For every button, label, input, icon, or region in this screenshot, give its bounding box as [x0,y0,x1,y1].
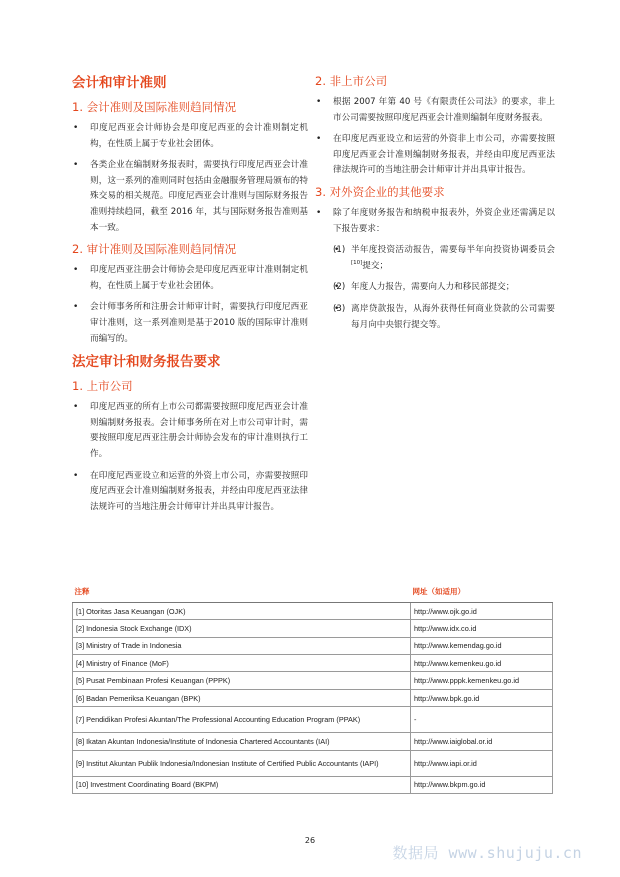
table-header-row [73,585,553,602]
note-name: [4] Ministry of Finance (MoF) [73,655,411,672]
list-item-text: 除了年度财务报告和纳税申报表外，外资企业还需满足以下报告要求： [333,207,555,234]
table-row [73,776,553,793]
note-url[interactable]: http://www.iaiglobal.or.id [411,733,553,750]
note-url[interactable]: http://www.idx.co.id [411,620,553,637]
note-name: [1] Otoritas Jasa Keuangan (OJK) [73,602,411,619]
note-name: [6] Badan Pemeriksa Keuangan (BPK) [73,689,411,706]
item-number: • (3) [333,303,346,314]
table-row [73,672,553,689]
note-name: [10] Investment Coordinating Board (BKPM) [73,776,411,793]
bullet-list [72,400,308,515]
note-url[interactable]: http://www.ojk.go.id [411,602,553,619]
note-url[interactable]: http://www.iapi.or.id [411,750,553,776]
left-column [72,74,308,521]
list-item: • 各类企业在编制财务报表时，需要执行印度尼西亚会计准则，这一系列的准则同时包括由金融服务管理局颁布的特殊交易的相关规范。印度尼西亚会计准则与国际财务报告准则持续趋同，截至 2016 年，其与国际财务报告准则基本一致。 [72,158,308,236]
column-header-url: 网址（如适用） [411,585,553,602]
list-item: • 在印度尼西亚设立和运营的外资非上市公司，亦需要按照印度尼西亚会计准则编制财务报表，并经由印度尼西亚法律法规许可的当地注册会计师审计并出具审计报告。 [315,132,555,179]
subsection-listed-companies: 1. 上市公司 [72,379,133,394]
bullet-list [315,206,555,333]
table-row [73,707,553,733]
list-item: • 根据 2007 年第 40 号《有限责任公司法》的要求，非上市公司需要按照印度尼西亚会计准则编制年度财务报表。 [315,95,555,126]
column-header-notes: 注释 [73,585,411,602]
list-item: • 印度尼西亚的所有上市公司都需要按照印度尼西亚会计准则编制财务报表。会计师事务所在对上市公司审计时，需要按照印度尼西亚注册会计师协会发布的审计准则执行工作。 [72,400,308,462]
note-name: [8] Ikatan Akuntan Indonesia/Institute of Indonesia Chartered Accountants (IAI) [73,733,411,750]
subsection-unlisted-companies: 2. 非上市公司 [315,74,388,88]
list-item: • 印度尼西亚会计师协会是印度尼西亚的会计准则制定机构，在性质上属于专业社会团体。 [72,121,308,152]
note-name: [9] Institut Akuntan Publik Indonesia/Indonesian Institute of Certified Public Accountants (IAPI) [73,750,411,776]
watermark: 数据局 www.shujuju.cn [392,844,582,862]
numbered-item [333,302,555,333]
table-row [73,733,553,750]
note-url: - [411,707,553,733]
item-number: • (1) [333,245,346,256]
subsection-accounting-standards: 1. 会计准则及国际准则趋同情况 [72,100,237,114]
subsection-foreign-enterprise-requirements: 3. 对外资企业的其他要求 [315,184,445,199]
section-title-audit-requirements: 法定审计和财务报告要求 [72,354,221,371]
table-row [73,602,553,619]
note-name: [2] Indonesia Stock Exchange (IDX) [73,620,411,637]
right-column [315,74,555,339]
item-number: • (2) [333,282,346,293]
note-url[interactable]: http://www.pppk.kemenkeu.go.id [411,672,553,689]
list-item: • 会计师事务所和注册会计师审计时，需要执行印度尼西亚审计准则，这一系列准则是基于2010 版的国际审计准则而编写的。 [72,300,308,347]
notes-table [72,585,553,794]
table-row [73,750,553,776]
table-row [73,655,553,672]
item-text: 提交； [362,260,389,271]
bullet-list [72,263,308,347]
page-number: 26 [304,836,316,845]
table-row [73,637,553,654]
table-row [73,689,553,706]
note-url[interactable]: http://www.kemenkeu.go.id [411,655,553,672]
list-item [315,206,555,333]
footnote-ref: [10] [351,259,363,266]
item-text: 离岸贷款报告，从海外获得任何商业贷款的公司需要每月向中央银行提交等。 [351,303,555,330]
table-row [73,620,553,637]
bullet-list [72,121,308,236]
list-item: • 在印度尼西亚设立和运营的外资上市公司，亦需要按照印度尼西亚会计准则编制财务报表，并经由印度尼西亚法律法规许可的当地注册会计师审计并出具审计报告。 [72,469,308,516]
subsection-audit-standards: 2. 审计准则及国际准则趋同情况 [72,242,237,257]
numbered-item [333,280,555,296]
note-name: [5] Pusat Pembinaan Profesi Keuangan (PPPK) [73,672,411,689]
item-text: 年度人力报告，需要向人力和移民部提交； [351,282,515,293]
note-name: [7] Pendidikan Profesi Akuntan/The Professional Accounting Education Program (PPAK) [73,707,411,733]
section-title-standards: 会计和审计准则 [72,75,167,91]
note-url[interactable]: http://www.kemendag.go.id [411,637,553,654]
item-text: 半年度投资活动报告，需要每半年向投资协调委员会 [351,245,555,256]
list-item: • 印度尼西亚注册会计师协会是印度尼西亚审计准则制定机构，在性质上属于专业社会团体。 [72,263,308,294]
note-name: [3] Ministry of Trade in Indonesia [73,637,411,654]
note-url[interactable]: http://www.bpk.go.id [411,689,553,706]
numbered-item [333,243,555,274]
numbered-list [333,243,555,333]
note-url[interactable]: http://www.bkpm.go.id [411,776,553,793]
bullet-list [315,95,555,179]
